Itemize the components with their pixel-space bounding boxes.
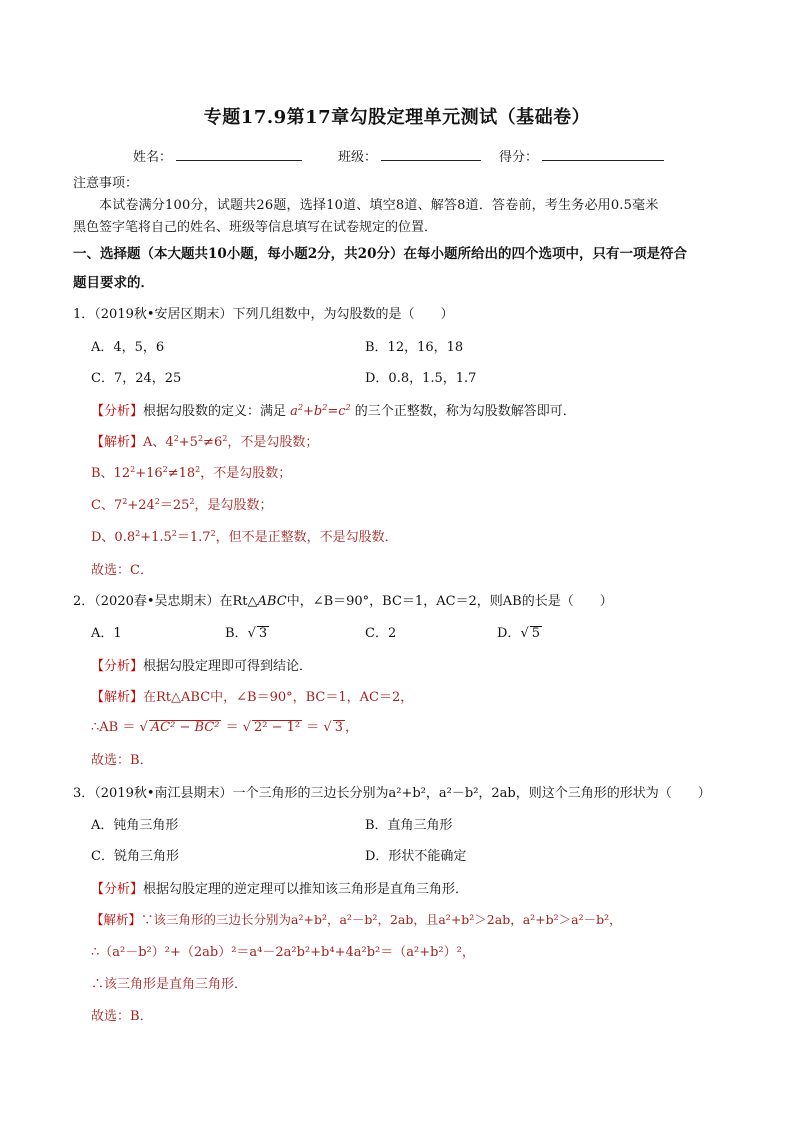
q3-analysis bbox=[91, 878, 468, 897]
q2-option-b-radicand: 3 bbox=[258, 626, 268, 641]
notice-line-1: 本试卷满分100分，试题共26题，选择10道、填空8道、解答8道．答卷前，考生务必用0.5毫米 bbox=[99, 198, 659, 213]
notice-line-2: 黑色签字笔将自己的姓名、班级等信息填写在试卷规定的位置． bbox=[73, 220, 438, 235]
name-blank[interactable] bbox=[176, 148, 302, 161]
q3-answer-pre: 故选： bbox=[91, 1009, 131, 1024]
q1-analysis-post: 的三个正整数，称为勾股数解答即可． bbox=[354, 404, 576, 419]
q2-option-b: B．√ 3 bbox=[225, 626, 268, 641]
q3-analysis-tag: 【分析】 bbox=[91, 882, 144, 897]
q1-stem: 1．（2019秋•安居区期末）下列几组数中，为勾股数的是（ ） bbox=[73, 307, 454, 322]
q1-sol-c-mid1: +24 bbox=[127, 498, 155, 513]
q1-sol-d-mid1: +1.5 bbox=[140, 530, 172, 545]
q3-option-d: D．形状不能确定 bbox=[365, 849, 467, 864]
q1-analysis-tag: 【分析】 bbox=[91, 404, 144, 419]
name-field[interactable] bbox=[133, 146, 302, 165]
class-label: 班级： bbox=[338, 150, 378, 165]
class-field[interactable] bbox=[338, 146, 481, 165]
q1-solution-a: 【解析】A、$4^2+5^2\ne 6^2$，不是勾股数； bbox=[91, 434, 319, 450]
q2-calc-end: ， bbox=[344, 720, 358, 735]
q2-answer-value: B． bbox=[130, 753, 153, 768]
q2-calc-radicand-2: 2² − 1² bbox=[254, 720, 301, 735]
q3-option-a: A．钝角三角形 bbox=[91, 818, 179, 833]
q1-sol-b-post: ，不是勾股数； bbox=[200, 466, 292, 481]
q1-answer-pre: 故选： bbox=[91, 563, 131, 578]
q3-answer-value: B． bbox=[130, 1009, 153, 1024]
q1-sol-d-post: ，但不是正整数，不是勾股数． bbox=[215, 530, 398, 545]
notice-title: 注意事项： bbox=[73, 176, 139, 191]
q3-analysis-text: 根据勾股定理的逆定理可以推知该三角形是直角三角形． bbox=[143, 882, 469, 897]
q2-stem bbox=[73, 590, 613, 609]
section-heading-line-2: 题目要求的． bbox=[73, 275, 154, 291]
q3-step-3: ∴该三角形是直角三角形． bbox=[91, 977, 248, 992]
q3-solution-text: ∵该三角形的三边长分别为a²+b²，a²－b²，2ab，且a²+b²＞2ab，a²+b²＞a²－b²， bbox=[141, 912, 622, 927]
q1-sol-b-mid1: +16 bbox=[135, 466, 163, 481]
q2-stem-post: 中，∠B＝90°，BC＝1，AC＝2，则AB的长是（ ） bbox=[286, 594, 613, 609]
q1-option-d: D．0.8，1.5，1.7 bbox=[365, 371, 477, 386]
q1-sol-a-mid2: ≠6 bbox=[203, 435, 223, 450]
q1-sol-c-pre: C、7 bbox=[91, 498, 123, 513]
q2-calc-eq: ＝ bbox=[221, 720, 243, 735]
score-blank[interactable] bbox=[542, 148, 664, 161]
q2-calc-pre: ∴AB ＝ bbox=[91, 720, 140, 735]
q2-option-d: D．√ 5 bbox=[497, 626, 541, 641]
page-title: 专题17.9第17章勾股定理单元测试（基础卷） bbox=[203, 107, 591, 128]
name-label: 姓名： bbox=[133, 150, 173, 165]
q2-analysis bbox=[91, 655, 312, 674]
q1-solution-d: D、$0.8^2+1.5^2=1.7^2$，但不是正整数，不是勾股数． bbox=[91, 529, 398, 545]
q2-option-d-radicand: 5 bbox=[531, 626, 541, 641]
q2-answer bbox=[91, 749, 153, 768]
q2-option-b-label: B． bbox=[225, 626, 248, 641]
q1-sol-c-mid2: ＝25 bbox=[159, 498, 190, 513]
q2-calculation: ∴AB ＝ √ AC² − BC² ＝ √ 2² − 1² ＝ √ 3 ， bbox=[91, 720, 358, 735]
q3-solution bbox=[91, 910, 622, 928]
q2-solution-text: 在Rt△ABC中，∠B＝90°，BC＝1，AC＝2， bbox=[143, 690, 414, 705]
q1-analysis bbox=[91, 400, 576, 419]
q2-stem-abc: ABC bbox=[257, 594, 287, 609]
q2-solution bbox=[91, 686, 413, 705]
q1-solution-tag: 【解析】 bbox=[91, 435, 144, 450]
q1-answer-value: C． bbox=[130, 563, 153, 578]
q3-stem: 3．（2019秋•南江县期末）一个三角形的三边长分别为a²+b²，a²－b²，2ab，则这个三角形的形状为（ ） bbox=[73, 786, 711, 801]
q2-analysis-tag: 【分析】 bbox=[91, 659, 144, 674]
q1-sol-a-pre: A、4 bbox=[143, 435, 174, 450]
q1-answer bbox=[91, 559, 153, 578]
q2-stem-pre: 2．（2020春•吴忠期末）在Rt△ bbox=[73, 594, 258, 609]
q1-option-c: C．7，24，25 bbox=[91, 371, 182, 386]
score-field[interactable] bbox=[499, 146, 664, 165]
section-heading-line-1: 一、选择题（本大题共10小题，每小题2分，共20分）在每小题所给出的四个选项中，只有一项是符合 bbox=[73, 246, 687, 262]
q1-sol-d-mid2: ＝1.7 bbox=[176, 530, 211, 545]
q1-sol-d-pre: D、0.8 bbox=[91, 530, 136, 545]
q2-analysis-text: 根据勾股定理即可得到结论． bbox=[143, 659, 313, 674]
q2-option-c: C．2 bbox=[365, 626, 397, 641]
q1-analysis-pre: 根据勾股数的定义：满足 bbox=[143, 404, 287, 419]
q1-option-b: B．12，16，18 bbox=[365, 340, 464, 355]
q2-solution-tag: 【解析】 bbox=[91, 690, 144, 705]
q3-answer bbox=[91, 1005, 153, 1024]
q1-sol-b-mid2: ≠18 bbox=[167, 466, 196, 481]
class-blank[interactable] bbox=[381, 148, 481, 161]
q1-solution-b: B、$12^2+16^2\ne 18^2$，不是勾股数； bbox=[91, 465, 292, 481]
q2-calc-radicand-1: AC² − BC² bbox=[150, 720, 220, 735]
q1-sol-b-pre: B、12 bbox=[91, 466, 131, 481]
q1-option-a: A．4，5，6 bbox=[91, 340, 165, 355]
q1-sol-a-mid1: +5 bbox=[178, 435, 198, 450]
score-label: 得分： bbox=[499, 150, 539, 165]
q2-calc-radicand-3: 3 bbox=[334, 720, 343, 735]
q1-sol-a-post: ，不是勾股数； bbox=[227, 435, 319, 450]
q2-option-a: A．1 bbox=[91, 626, 122, 641]
q3-option-c: C．锐角三角形 bbox=[91, 849, 179, 864]
q3-option-b: B．直角三角形 bbox=[365, 818, 453, 833]
q2-option-d-label: D． bbox=[497, 626, 521, 641]
q1-sol-c-post: ，是勾股数； bbox=[194, 498, 273, 513]
q1-solution-c: C、$7^2+24^2=25^2$，是勾股数； bbox=[91, 497, 273, 513]
q2-answer-pre: 故选： bbox=[91, 753, 131, 768]
q3-step-2: ∴（a²－b²）²+（2ab）²＝a⁴－2a²b²+b⁴+4a²b²＝（a²+b²）²， bbox=[91, 945, 475, 960]
q1-analysis-formula: $a^2+b^2=c^2$ bbox=[290, 403, 351, 419]
q3-solution-tag: 【解析】 bbox=[91, 912, 142, 927]
